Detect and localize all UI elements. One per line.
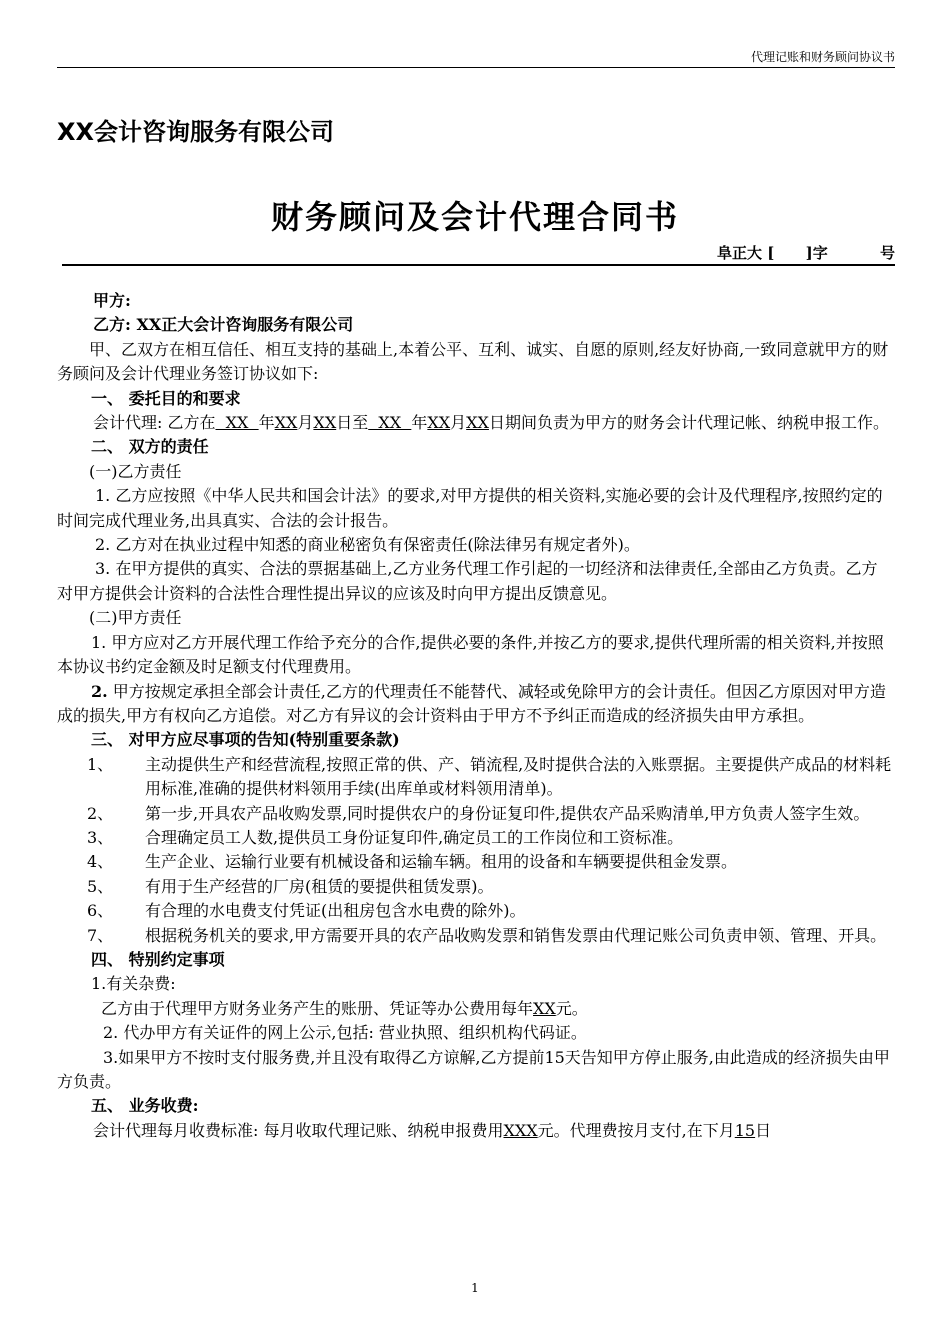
notice-item (57, 875, 893, 899)
s1-year-label: 年 (258, 413, 275, 433)
s4-fee-text: 乙方由于代理甲方财务业务产生的账册、凭证等办公费用每年 (101, 998, 534, 1018)
party-b: 乙方: XX正大会计咨询服务有限公司 (93, 315, 354, 335)
section-2-item-a1: 1. 甲方应对乙方开展代理工作给予充分的合作,提供必要的条件,并按乙方的要求,提供代理所需的相关资料,并按照本协议书约定金额及时足额支付代理费用。 (57, 632, 884, 677)
document-number: 阜正大 [ ]字 号 (717, 244, 895, 262)
notice-item (57, 850, 893, 874)
s4-fee-unit: 元。 (555, 998, 588, 1018)
document-title: 财务顾问及会计代理合同书 (270, 198, 679, 236)
section-5-paragraph (57, 1119, 893, 1143)
a2-number: 2. (91, 681, 108, 701)
section-2-item-b3: 3. 在甲方提供的真实、合法的票据基础上,乙方业务代理工作引起的一切经济和法律责任,全部由乙方负责。乙方对甲方提供会计资料的合法性合理性提出异议的应该及时向甲方提出反馈意见。 (57, 559, 878, 603)
section-4-item-1: 1.有关杂费: (91, 974, 176, 994)
company-name: XX会计咨询服务有限公司 (57, 118, 335, 146)
s1-suffix: 日期间负责为甲方的财务会计代理记帐、纳税申报工作。 (488, 413, 889, 433)
contract-body (57, 289, 893, 1143)
s1-prefix: 会计代理: 乙方在 (93, 413, 216, 433)
notice-item-number: 2、 (87, 803, 114, 823)
notice-item-text: 有合理的水电费支付凭证(出租房包含水电费的除外)。 (145, 901, 526, 921)
notice-item (57, 924, 893, 948)
section-4-item-2: 2. 代办甲方有关证件的网上公示,包括: 营业执照、组织机构代码证。 (103, 1023, 587, 1043)
s1-year-label-2: 年 (411, 413, 428, 433)
section-2-item-a2 (57, 680, 893, 729)
section-4-item-1-text (57, 997, 893, 1021)
s5-text: 会计代理每月收费标准: 每月收取代理记账、纳税申报费用 (93, 1120, 504, 1140)
notice-item (57, 899, 893, 923)
a2-text: 甲方按规定承担全部会计责任,乙方的代理责任不能替代、减轻或免除甲方的会计责任。但因乙方原因对甲方造成的损失,甲方有权向乙方追偿。对乙方有异议的会计资料由于甲方不予纠正而造成的经济损失由甲方承担。 (57, 681, 886, 725)
s5-text-end: 日 (755, 1120, 772, 1140)
running-header: 代理记账和财务顾问协议书 (750, 50, 895, 64)
notice-item-number: 1、 (87, 754, 114, 774)
header-divider (57, 67, 895, 68)
s5-day: 15 (734, 1120, 756, 1140)
section-3-list (57, 753, 893, 948)
notice-item-number: 7、 (87, 925, 114, 945)
preamble: 甲、乙双方在相互信任、相互支持的基础上,本着公平、互利、诚实、自愿的原则,经友好协商,一致同意就甲方的财务顾问及会计代理业务签订协议如下: (57, 339, 889, 384)
s1-day-start: XX (313, 413, 337, 433)
section-2-heading: 二、 双方的责任 (91, 437, 209, 457)
s1-day-to-label: 日至 (336, 413, 369, 433)
s1-month-start: XX (274, 413, 298, 433)
notice-item-text: 根据税务机关的要求,甲方需要开具的农产品收购发票和销售发票由代理记账公司负责申领、管理、开具。 (145, 925, 887, 945)
page-number: 1 (471, 1281, 479, 1295)
notice-item (57, 753, 893, 802)
party-a: 甲方: (93, 291, 131, 310)
s5-text-mid: 元。代理费按月支付,在下月 (537, 1120, 735, 1140)
notice-item-number: 4、 (87, 852, 114, 872)
section-4-heading: 四、 特别约定事项 (91, 949, 225, 969)
notice-item (57, 802, 893, 826)
notice-item-text: 主动提供生产和经营流程,按照正常的供、产、销流程,及时提供合法的入账票据。主要提供产成品的材料耗用标准,准确的提供材料领用手续(出库单或材料领用清单)。 (145, 754, 892, 799)
notice-item-number: 5、 (87, 876, 114, 896)
section-2-sub-2: (二)甲方责任 (89, 608, 182, 628)
s1-day-end: XX (466, 413, 489, 433)
section-2-sub-1: (一)乙方责任 (89, 461, 182, 481)
s1-month-label: 月 (297, 413, 314, 433)
s1-year-start: XX (215, 413, 259, 433)
notice-item-number: 3、 (87, 827, 114, 847)
section-3-heading: 三、 对甲方应尽事项的告知(特别重要条款) (91, 730, 400, 750)
s1-month-end: XX (427, 413, 451, 433)
section-5-heading: 五、 业务收费: (91, 1096, 199, 1116)
title-divider (62, 264, 895, 266)
s1-month-label-2: 月 (450, 413, 467, 433)
notice-item (57, 826, 893, 850)
section-2-item-b2: 2. 乙方对在执业过程中知悉的商业秘密负有保密责任(除法律另有规定者外)。 (95, 535, 640, 555)
notice-item-text: 第一步,开具农产品收购发票,同时提供农户的身份证复印件,提供农产品采购清单,甲方负责人签字生效。 (145, 803, 870, 823)
notice-item-text: 有用于生产经营的厂房(租赁的要提供租赁发票)。 (145, 876, 494, 896)
s1-year-end: XX (368, 413, 412, 433)
section-1-paragraph (57, 411, 893, 435)
s4-fee-amount: XX (533, 998, 556, 1018)
notice-item-text: 生产企业、运输行业要有机械设备和运输车辆。租用的设备和车辆要提供租金发票。 (145, 852, 738, 872)
section-2-item-b1: 1. 乙方应按照《中华人民共和国会计法》的要求,对甲方提供的相关资料,实施必要的会计及代理程序,按照约定的时间完成代理业务,出具真实、合法的会计报告。 (57, 486, 883, 530)
section-4-item-3: 3.如果甲方不按时支付服务费,并且没有取得乙方谅解,乙方提前15天告知甲方停止服务,由此造成的经济损失由甲方负责。 (57, 1047, 890, 1091)
notice-item-text: 合理确定员工人数,提供员工身份证复印件,确定员工的工作岗位和工资标准。 (145, 827, 684, 847)
notice-item-number: 6、 (87, 901, 114, 921)
section-1-heading: 一、 委托目的和要求 (91, 388, 241, 408)
s5-amount: XXX (503, 1120, 538, 1140)
